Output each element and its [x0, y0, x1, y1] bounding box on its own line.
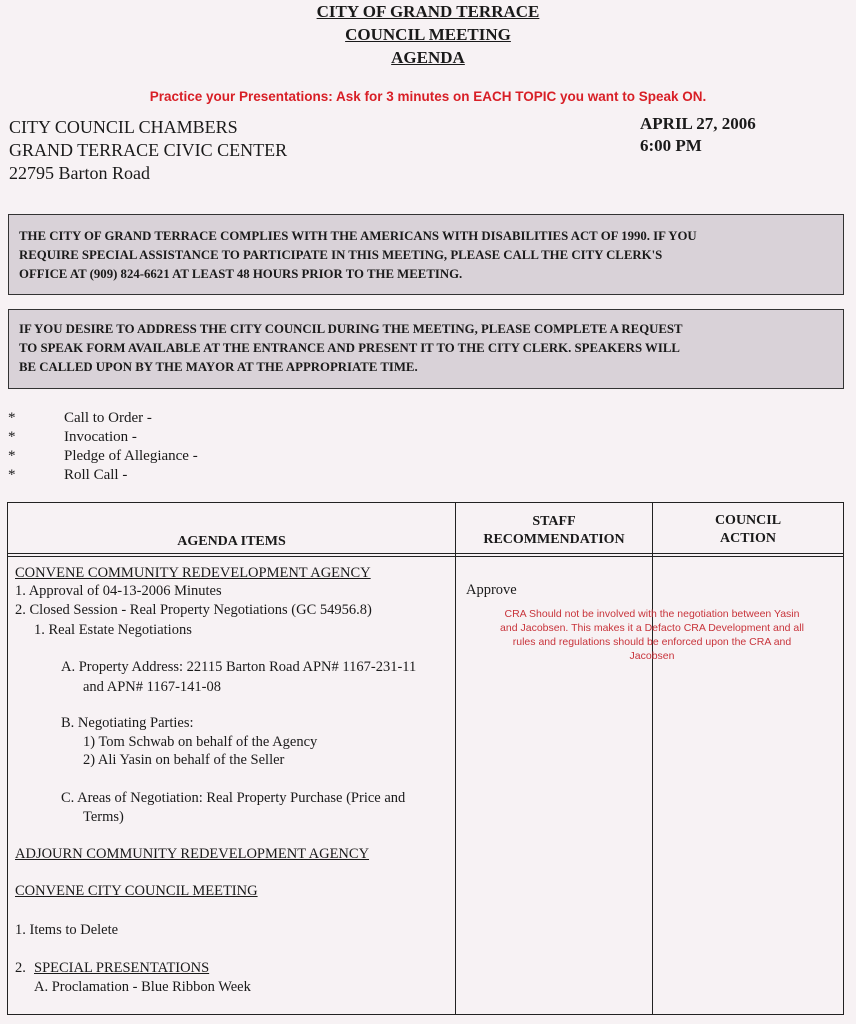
ada-notice-box — [8, 214, 844, 295]
bullet-roll-call: Roll Call - — [64, 467, 128, 483]
bullet-marker: * — [8, 448, 16, 464]
special-presentations-heading: SPECIAL PRESENTATIONS — [34, 960, 210, 976]
bullet-invocation: Invocation - — [64, 429, 137, 445]
speaker-notice-line-1: IF YOU DESIRE TO ADDRESS THE CITY COUNCIL DURING THE MEETING, PLEASE COMPLETE A REQUEST — [19, 322, 683, 336]
header-staff: STAFF — [532, 514, 576, 529]
agenda-subitem-real-estate: 1. Real Estate Negotiations — [34, 622, 192, 638]
speaker-notice-box — [8, 309, 844, 389]
document-title: CITY OF GRAND TERRACE — [316, 2, 540, 21]
bullet-pledge: Pledge of Allegiance - — [64, 448, 198, 464]
ada-notice-line-1: THE CITY OF GRAND TERRACE COMPLIES WITH THE AMERICANS WITH DISABILITIES ACT OF 1990. IF YOU — [19, 229, 697, 243]
document-heading-agenda: AGENDA — [391, 48, 465, 67]
document-subtitle: COUNCIL MEETING — [345, 25, 511, 44]
table-header-rule — [7, 553, 844, 554]
bullet-marker: * — [8, 429, 16, 445]
speaker-notice-line-3: BE CALLED UPON BY THE MAYOR AT THE APPROPRIATE TIME. — [19, 360, 418, 374]
ada-notice-line-3: OFFICE AT (909) 824-6621 AT LEAST 48 HOURS PRIOR TO THE MEETING. — [19, 267, 463, 281]
table-header-rule-2 — [7, 556, 844, 557]
location-line-3: 22795 Barton Road — [9, 163, 150, 183]
meeting-time: 6:00 PM — [640, 136, 702, 155]
agenda-areas-terms: Terms) — [83, 809, 124, 825]
agenda-property-apn: and APN# 1167-141-08 — [83, 679, 222, 695]
bullet-marker: * — [8, 467, 16, 483]
agenda-proclamation: A. Proclamation - Blue Ribbon Week — [34, 979, 251, 995]
red-annotation-note — [466, 607, 838, 663]
location-line-1: CITY COUNCIL CHAMBERS — [9, 117, 238, 137]
meeting-date: APRIL 27, 2006 — [640, 114, 756, 133]
bullet-call-to-order: Call to Order - — [64, 410, 152, 426]
agenda-negotiating-parties: B. Negotiating Parties: — [61, 715, 194, 731]
table-divider-1 — [455, 502, 456, 1015]
agenda-party-seller: 2) Ali Yasin on behalf of the Seller — [83, 752, 285, 768]
table-divider-2 — [652, 502, 653, 1015]
annotation-line-4: Jacobsen — [629, 650, 675, 662]
convene-council-heading: CONVENE CITY COUNCIL MEETING — [15, 883, 258, 899]
agenda-item-approval: 1. Approval of 04-13-2006 Minutes — [15, 583, 222, 599]
adjourn-cra-heading: ADJOURN COMMUNITY REDEVELOPMENT AGENCY — [15, 846, 370, 862]
staff-recommendation-approve: Approve — [466, 582, 517, 598]
bullet-marker: * — [8, 410, 16, 426]
agenda-special-number: 2. — [15, 960, 26, 976]
header-agenda-items: AGENDA ITEMS — [177, 534, 286, 549]
header-action: ACTION — [719, 531, 776, 546]
agenda-property-address: A. Property Address: 22115 Barton Road APN# 1167-231-11 — [61, 659, 417, 675]
speaker-notice-line-2: TO SPEAK FORM AVAILABLE AT THE ENTRANCE AND PRESENT IT TO THE CITY CLERK. SPEAKERS WILL — [19, 341, 680, 355]
agenda-items-to-delete: 1. Items to Delete — [15, 922, 119, 938]
agenda-item-closed-session: 2. Closed Session - Real Property Negotiations (GC 54956.8) — [15, 602, 372, 618]
header-council: COUNCIL — [714, 513, 782, 528]
ada-notice-line-2: REQUIRE SPECIAL ASSISTANCE TO PARTICIPATE IN THIS MEETING, PLEASE CALL THE CITY CLERK'S — [19, 248, 663, 262]
annotation-line-2: and Jacobsen. This makes it a Defacto CRA Development and all — [500, 622, 804, 634]
location-line-2: GRAND TERRACE CIVIC CENTER — [9, 140, 288, 160]
convene-cra-heading: CONVENE COMMUNITY REDEVELOPMENT AGENCY — [15, 565, 371, 581]
red-banner-note: Practice your Presentations: Ask for 3 minutes on EACH TOPIC you want to Speak ON. — [149, 89, 707, 104]
annotation-line-3: rules and regulations should be enforced upon the CRA and — [512, 636, 792, 648]
header-recommendation: RECOMMENDATION — [483, 532, 625, 547]
agenda-areas-negotiation: C. Areas of Negotiation: Real Property Purchase (Price and — [61, 790, 406, 806]
annotation-line-1: CRA Should not be involved with the negotiation between Yasin — [504, 608, 800, 620]
agenda-party-agency: 1) Tom Schwab on behalf of the Agency — [83, 734, 318, 750]
